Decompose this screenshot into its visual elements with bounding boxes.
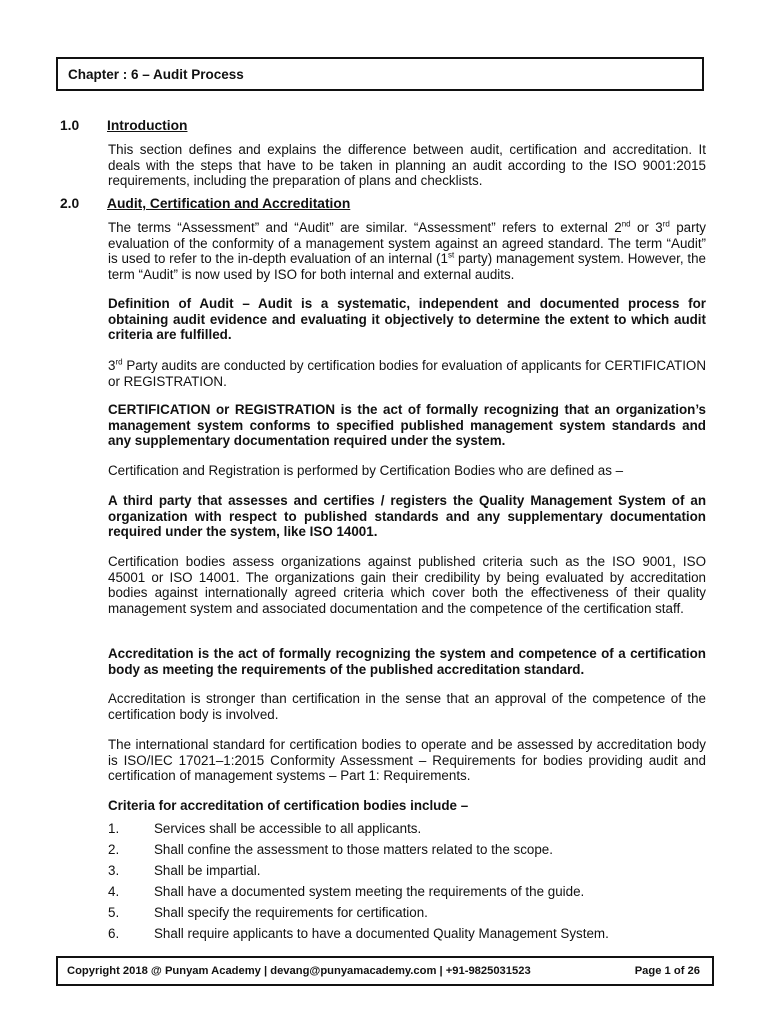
chapter-header-box xyxy=(56,57,704,91)
text-run: The terms “Assessment” and “Audit” are similar. “Assessment” refers to external 2 xyxy=(108,220,622,235)
list-text: Services shall be accessible to all applicants. xyxy=(154,821,422,836)
list-text: Shall have a documented system meeting the requirements of the guide. xyxy=(154,884,585,899)
text-run: Party audits are conducted by certification bodies for evaluation of applicants for CERTIFICATION or REGISTRATION. xyxy=(108,358,706,389)
list-text: Shall specify the requirements for certification. xyxy=(154,905,428,920)
list-item xyxy=(108,926,706,944)
section-title: Introduction xyxy=(107,118,188,133)
assessment-paragraph xyxy=(108,220,706,282)
section-heading-2 xyxy=(60,196,350,211)
text-run: or 3 xyxy=(630,220,663,235)
section-title: Audit, Certification and Accreditation xyxy=(107,196,351,211)
text-run: party evaluation of the conformity of a management system against an agreed standard. The term “Audit” is used to refer to the in-depth evaluation of an internal (1 xyxy=(108,220,707,267)
page-number: Page 1 of 26 xyxy=(634,965,700,977)
superscript: st xyxy=(447,250,455,260)
superscript: rd xyxy=(662,219,670,229)
list-item xyxy=(108,821,706,839)
list-text: Shall be impartial. xyxy=(154,863,261,878)
audit-definition: Definition of Audit – Audit is a systematic, independent and documented process for obtaining audit evidence and evaluating it objectively to determine the extent to which audit criteria are fulfilled. xyxy=(108,296,706,343)
list-number: 5. xyxy=(108,905,120,920)
list-number: 6. xyxy=(108,926,120,941)
certification-definition: CERTIFICATION or REGISTRATION is the act of formally recognizing that an organization’s management system conforms to specified published management system standards and any supplementary documentation required under the system. xyxy=(108,402,706,449)
list-item xyxy=(108,905,706,923)
list-text: Shall confine the assessment to those matters related to the scope. xyxy=(154,842,553,857)
page-footer xyxy=(56,956,714,986)
superscript: nd xyxy=(621,219,631,229)
list-item xyxy=(108,842,706,860)
list-item xyxy=(108,863,706,881)
accreditation-definition: Accreditation is the act of formally recognizing the system and competence of a certification body as meeting the requirements of the published accreditation standard. xyxy=(108,646,706,677)
intro-paragraph: This section defines and explains the difference between audit, certification and accreditation. It deals with the steps that have to be taken in planning an audit according to the ISO 9001:2015 requirements, including the preparation of plans and checklists. xyxy=(108,142,706,189)
list-text: Shall require applicants to have a documented Quality Management System. xyxy=(154,926,609,941)
text-run: party) management system. However, the term “Audit” is now used by ISO for both internal and external audits. xyxy=(108,251,706,282)
text-run: 3 xyxy=(108,358,116,373)
section-number: 2.0 xyxy=(60,196,80,211)
list-number: 3. xyxy=(108,863,120,878)
section-heading-1 xyxy=(60,118,187,133)
accreditation-stronger-paragraph: Accreditation is stronger than certification in the sense that an approval of the competence of the certification body is involved. xyxy=(108,691,706,722)
third-party-definition: A third party that assesses and certifies / registers the Quality Management System of an organization with respect to published standards and any supplementary documentation required under the system, like ISO 14001. xyxy=(108,493,706,540)
international-standard-paragraph: The international standard for certification bodies to operate and be assessed by accreditation body is ISO/IEC 17021–1:2015 Conformity Assessment – Requirements for bodies providing audit and certification of management systems – Part 1: Requirements. xyxy=(108,737,706,784)
footer-copyright: Copyright 2018 @ Punyam Academy | devang@punyamacademy.com | +91-9825031523 xyxy=(67,965,531,977)
superscript: rd xyxy=(115,357,123,367)
certification-bodies-paragraph: Certification bodies assess organizations against published criteria such as the ISO 9001, ISO 45001 or ISO 14001. The organizations gain their credibility by being evaluated by accreditation bodies against internationally agreed criteria which cover both the effectiveness of their quality management system and associated documentation and the competence of the certification staff. xyxy=(108,554,706,616)
chapter-title: Chapter : 6 – Audit Process xyxy=(68,67,244,82)
list-number: 4. xyxy=(108,884,120,899)
section-number: 1.0 xyxy=(60,118,80,133)
list-number: 1. xyxy=(108,821,120,836)
criteria-heading: Criteria for accreditation of certification bodies include – xyxy=(108,798,469,813)
list-item xyxy=(108,884,706,902)
third-party-paragraph xyxy=(108,358,706,389)
list-number: 2. xyxy=(108,842,120,857)
certification-by-paragraph: Certification and Registration is performed by Certification Bodies who are defined as – xyxy=(108,463,624,478)
